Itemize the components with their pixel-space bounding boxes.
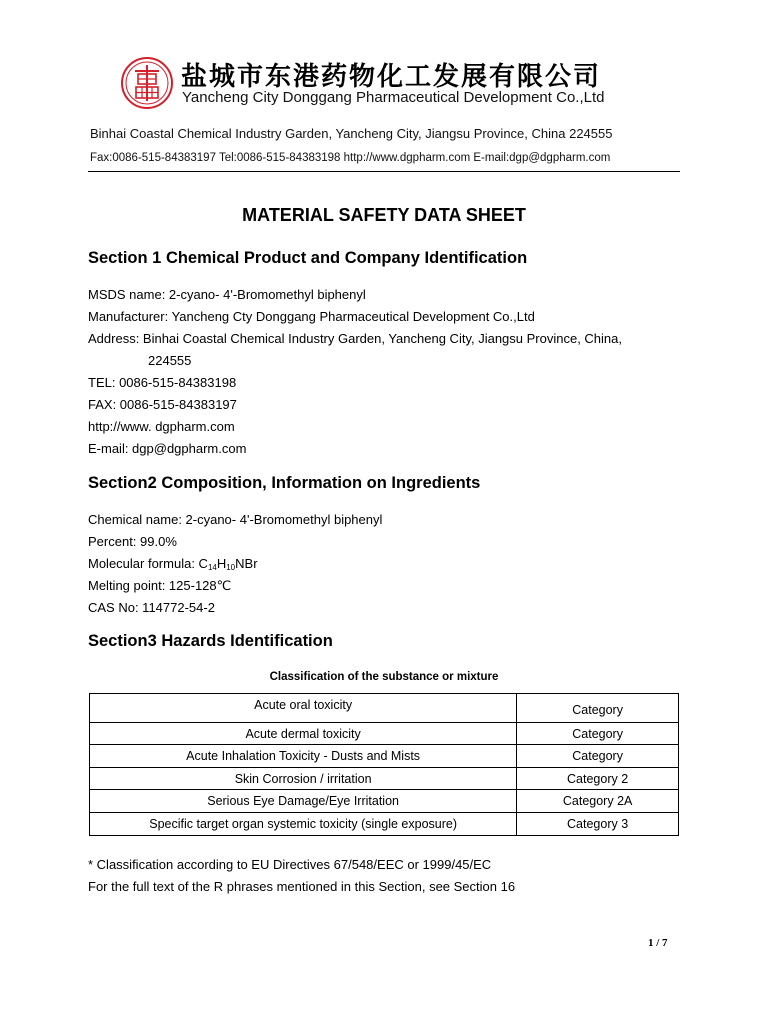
section1-heading: Section 1 Chemical Product and Company Identification bbox=[88, 249, 528, 267]
telephone: TEL: 0086-515-84383198 bbox=[88, 375, 237, 390]
section3-heading: Section3 Hazards Identification bbox=[88, 632, 333, 650]
section2-heading: Section2 Composition, Information on Ingredients bbox=[88, 474, 481, 492]
chemical-name: Chemical name: 2-cyano- 4'-Bromomethyl biphenyl bbox=[88, 512, 383, 527]
hazard-cell: Serious Eye Damage/Eye Irritation bbox=[90, 790, 517, 813]
company-name-english: Yancheng City Donggang Pharmaceutical Development Co.,Ltd bbox=[182, 89, 605, 106]
melting-point: Melting point: 125-128℃ bbox=[88, 578, 232, 593]
company-seal-logo bbox=[120, 56, 174, 110]
category-cell: Category 2A bbox=[517, 790, 679, 813]
hazard-cell: Specific target organ systemic toxicity (single exposure) bbox=[90, 813, 517, 836]
molecular-formula: Molecular formula: $C_{14}H_{10}NBr$ bbox=[88, 556, 258, 572]
category-cell: Category bbox=[517, 723, 679, 745]
table-row bbox=[90, 694, 679, 723]
hazard-cell: Acute dermal toxicity bbox=[90, 723, 517, 745]
cas-number: CAS No: 114772-54-2 bbox=[88, 600, 215, 615]
company-contacts: Fax:0086-515-84383197 Tel:0086-515-84383198 http://www.dgpharm.com E-mail:dgp@dgpharm.com bbox=[90, 152, 611, 164]
table-row bbox=[90, 745, 679, 768]
hazard-cell: Acute oral toxicity bbox=[90, 694, 517, 723]
document-title: MATERIAL SAFETY DATA SHEET bbox=[242, 205, 526, 225]
hazard-cell: Skin Corrosion / irritation bbox=[90, 768, 517, 790]
table-caption: Classification of the substance or mixture bbox=[269, 671, 499, 683]
percent: Percent: 99.0% bbox=[88, 534, 177, 549]
hazard-classification-table bbox=[89, 693, 679, 836]
website: http://www. dgpharm.com bbox=[88, 419, 235, 434]
fax: FAX: 0086-515-84383197 bbox=[88, 397, 237, 412]
address-postcode: 224555 bbox=[148, 353, 192, 368]
r-phrases-note: For the full text of the R phrases mentioned in this Section, see Section 16 bbox=[88, 879, 516, 894]
table-row bbox=[90, 790, 679, 813]
category-cell: Category bbox=[517, 694, 679, 723]
header-divider bbox=[88, 171, 680, 172]
category-cell: Category 3 bbox=[517, 813, 679, 836]
category-cell: Category 2 bbox=[517, 768, 679, 790]
page-number: 1 / 7 bbox=[648, 937, 668, 949]
table-row bbox=[90, 768, 679, 790]
msds-name: MSDS name: 2-cyano- 4'-Bromomethyl biphenyl bbox=[88, 287, 366, 302]
address: Address: Binhai Coastal Chemical Industry Garden, Yancheng City, Jiangsu Province, China, bbox=[88, 331, 622, 346]
classification-note: * Classification according to EU Directives 67/548/EEC or 1999/45/EC bbox=[88, 857, 492, 872]
hazard-cell: Acute Inhalation Toxicity - Dusts and Mists bbox=[90, 745, 517, 768]
letterhead bbox=[0, 0, 768, 175]
table-row bbox=[90, 813, 679, 836]
company-name-chinese: 盐城市东港药物化工发展有限公司 bbox=[181, 62, 602, 92]
category-cell: Category bbox=[517, 745, 679, 768]
company-address: Binhai Coastal Chemical Industry Garden, Yancheng City, Jiangsu Province, China 224555 bbox=[90, 126, 613, 141]
manufacturer: Manufacturer: Yancheng Cty Donggang Pharmaceutical Development Co.,Ltd bbox=[88, 309, 535, 324]
table-row bbox=[90, 723, 679, 745]
email: E-mail: dgp@dgpharm.com bbox=[88, 441, 247, 456]
